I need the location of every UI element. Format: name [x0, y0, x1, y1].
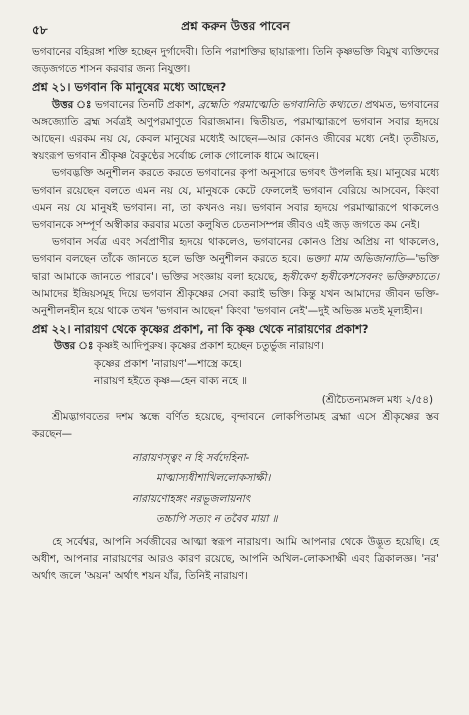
paragraph-realization: ভগবদ্ভক্তি অনুশীলন করতে করতে ভগবানের কৃপা অনুসারে ভগবৎ উপলব্ধি হয়। মানুষের মধ্যে ভগবান রয়েছেন বলতে এমন নয় যে, মানুষকে কেটে ফেললেই ভগবান বেরিয়ে আসবেন, কিংবা এমন নয় যে মানুষই ভগবান। না, তা কখনও নয়। ভগবান সবার হৃদয়ে পরমাত্মারূপে থাকলেও ভগবানকে সম্পূর্ণ অস্বীকার করবার মতো কলুষিত চেতনাসম্পন্ন জীবও এই জড় জগতে কম নেই। [32, 167, 439, 232]
page-number: ৫৮ [32, 23, 48, 37]
verse-line-2: মাত্মাস্যধীশাখিললোকসাক্ষী। [156, 472, 271, 485]
answer-21 [32, 97, 439, 166]
sanskrit-verse [32, 448, 439, 530]
answer-21-intro: ভগবানের তিনটি প্রকাশ, [91, 98, 198, 111]
question-21: প্রশ্ন ২১। ভগবান কি মানুষের মধ্যে আছেন? [32, 80, 227, 95]
paragraph-translation: হে সর্বেশ্বর, আপনি সর্বজীবের আত্মা স্বরূপ নারায়ণ। আমি আপনার থেকে উদ্ভূত হয়েছি। হে অধীশ, আপনার নারায়ণের আরও কারণ রয়েছে, আপনি অখিল-লোকসাক্ষী এবং ত্রিকালজ্ঞ। 'নর' অর্থাৎ জলে 'অয়ন' অর্থাৎ শয়ন যাঁর, তিনিই নারায়ণ। [32, 535, 439, 583]
answer-22-couplet-line-2: নারায়ণ হইতে কৃষ্ণ—হেন বাক্য নহে ॥ [94, 374, 248, 387]
sanskrit-quote: ভক্ত্যা মাম অভিজানাতি [305, 253, 405, 266]
answer-22-text: কৃষ্ণই আদিপুরুষ। কৃষ্ণের প্রকাশ হচ্ছেন চতুর্ভুজ নারায়ণ। [93, 340, 324, 353]
devotion-text-1: ভগবান সর্বত্র এবং সর্বপ্রাণীর হৃদয়ে থাকলেও, ভগবানের কোনও প্রিয় অপ্রিয় না থাকলেও, ভগবান বলছেন তাঁকে জানতে হলে ভক্তি অনুশীলন করতে হবে। [32, 236, 439, 266]
answer-label: উত্তর ঃ [52, 98, 92, 111]
question-22: প্রশ্ন ২২। নারায়ণ থেকে কৃষ্ণের প্রকাশ, না কি কৃষ্ণ থেকে নারায়ণের প্রকাশ? [32, 322, 369, 337]
answer-21-text: প্রথমত, ভগবানের অঙ্গজ্যোতি ব্রহ্ম সর্বত্রই অণুপরমাণুতে বিরাজমান। দ্বিতীয়ত, পরমাত্মারূপে ভগবান সবার হৃদয়ে আছেন। এরকম নয় যে, কেবল মানুষের মধ্যেই আছেন—আর কোনও জীবের মধ্যে নেই। তৃতীয়ত, স্বয়ংরূপ ভগবান শ্রীকৃষ্ণ বৈকুণ্ঠের সর্বোচ্চ লোক গোলোক ধামে আছেন। [32, 98, 439, 163]
paragraph-durga: ভগবানের বহিরঙ্গা শক্তি হচ্ছেন দুর্গাদেবী। তিনি পরাশক্তির ছায়ারূপা। তিনি কৃষ্ণভক্তি বিমুখ ব্যক্তিদের জড়জগতে শাসন করবার জন্য নিযুক্তা। [32, 46, 439, 76]
verse-line-4: তচ্চাপি সত্যং ন তবৈব মায়া ॥ [156, 513, 278, 526]
answer-label: উত্তর ঃ [54, 340, 94, 353]
paragraph-devotion [32, 234, 439, 320]
answer-22-couplet-line-1: কৃষ্ণের প্রকাশ 'নারায়ণ'—শাস্ত্রে কহে। [94, 357, 242, 370]
answer-22-line [54, 338, 439, 355]
verse-line-3: নারায়ণোহঙ্গং নরভূজলায়নাৎ [132, 492, 251, 505]
running-title: প্রশ্ন করুন উত্তর পাবেন [181, 19, 290, 33]
answer-22 [32, 338, 439, 390]
paragraph-bhagavatam: শ্রীমদ্ভাগবতের দশম স্কন্ধে বর্ণিত হয়েছে, বৃন্দাবনে লোকপিতামহ ব্রহ্মা এসে শ্রীকৃষ্ণের স্তব করছেন— [32, 411, 439, 441]
sanskrit-quote: হৃষীকেণ হৃষীকেশসেবনং ভক্তিরুচ্যতে। [281, 270, 439, 283]
scripture-reference: (শ্রীচৈতন্যমঙ্গল মধ্য ২/৫৪) [321, 394, 433, 407]
devotion-text-3: আমাদের ইন্দ্রিয়সমূহ দিয়ে ভগবান শ্রীকৃষ্ণের সেবা করাই ভক্তি। কিন্তু যখন আমাদের জীবন ভক্তি-অনুশীলনহীন হয়ে থাকে তখন 'ভগবান আছেন' কিংবা 'ভগবান নেই'—দুই অভিজ্ঞ মতই মূল্যহীন। [32, 287, 439, 318]
page-header [32, 18, 439, 40]
devotion-text-2: —'ভক্তি দ্বারা আমাকে জানতে পারবে'। ভক্তির সংজ্ঞায় বলা হয়েছে, [32, 253, 439, 283]
sanskrit-quote: ব্রহ্মেতি পরমাত্মেতি ভগবানিতি কথ্যতে। [197, 98, 362, 111]
verse-line-1: নারায়ণস্ত্বং ন হি সর্বদেহিনা- [132, 451, 250, 464]
